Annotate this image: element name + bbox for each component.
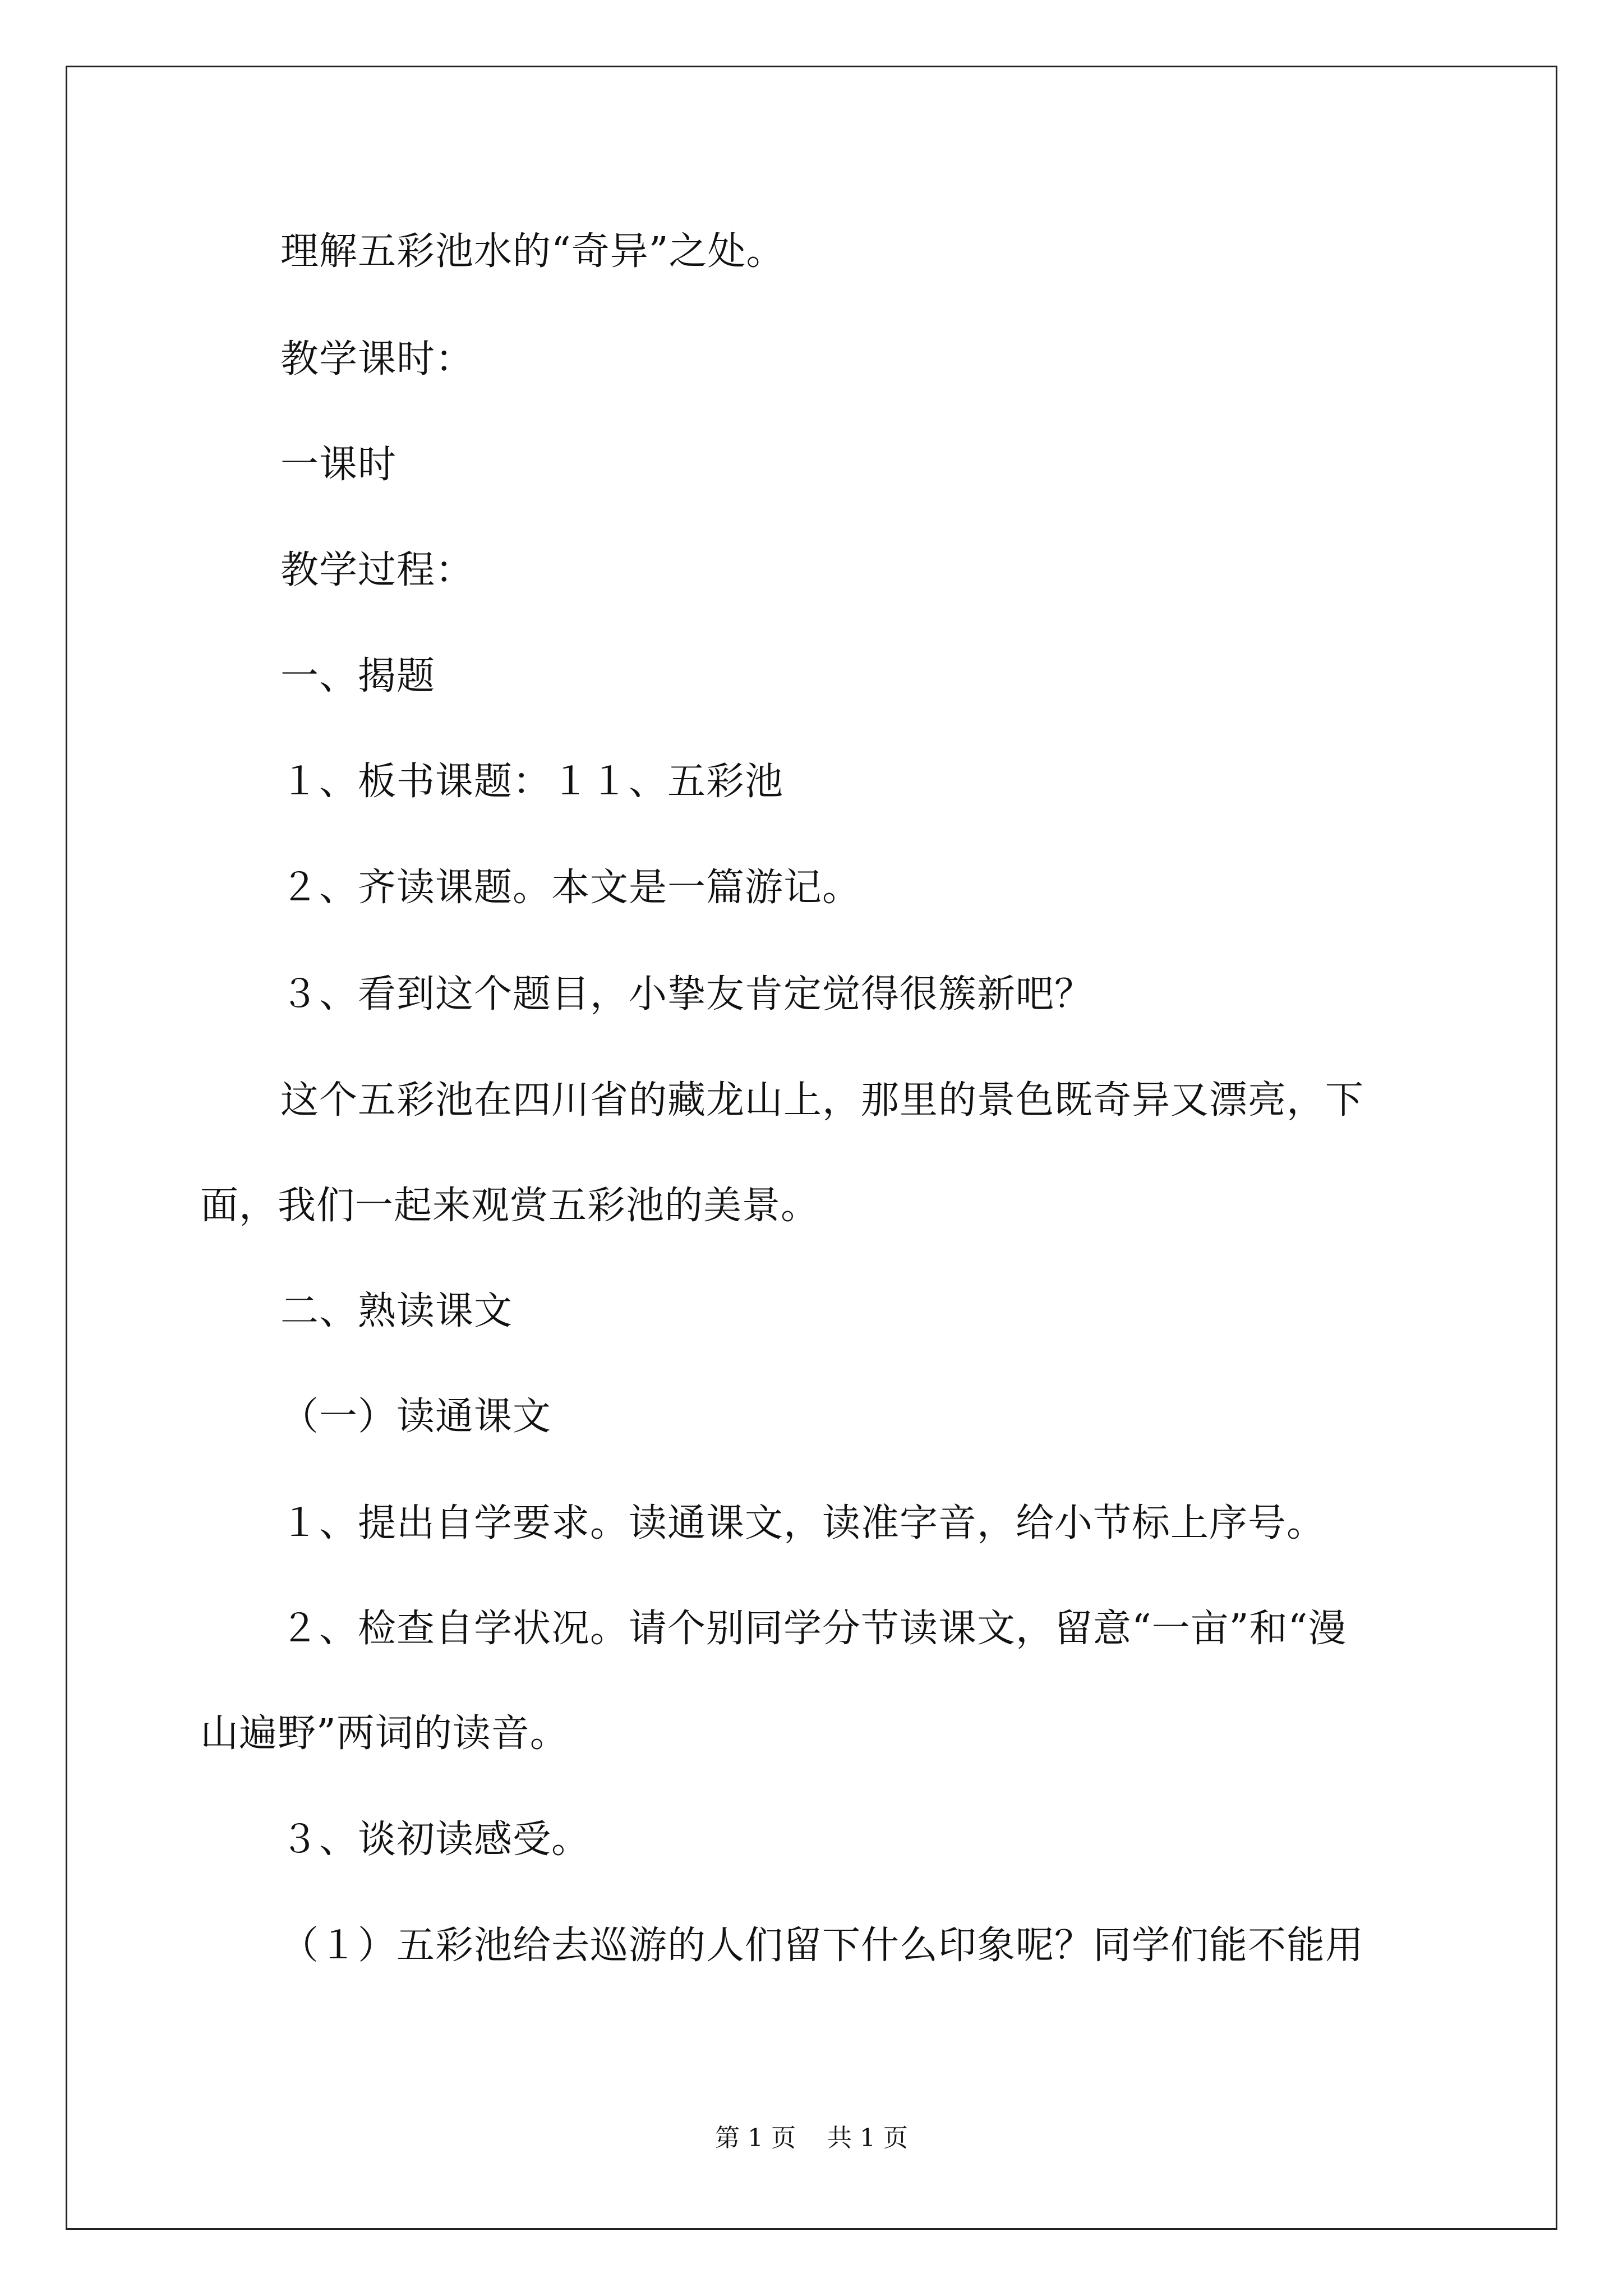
paragraph-15: 山遍野”两词的读音。: [200, 1711, 569, 1756]
paragraph-2: 教学课时：: [280, 337, 474, 381]
paragraph-10: 面，我们一起来观赏五彩池的美景。: [200, 1184, 820, 1228]
paragraph-3: 一课时: [280, 443, 397, 487]
paragraph-6: １、板书课题：１１、五彩池: [280, 760, 784, 804]
paragraph-16: ３、谈初读感受。: [280, 1818, 591, 1862]
paragraph-9: 这个五彩池在四川省的藏龙山上，那里的景色既奇异又漂亮，下: [280, 1078, 1364, 1122]
page-border: [66, 66, 1557, 2230]
page-footer: 第 1 页 共 1 页: [715, 2124, 908, 2152]
paragraph-8: ３、看到这个题目，小挚友肯定觉得很簇新吧？: [280, 972, 1094, 1016]
paragraph-13: １、提出自学要求。读通课文，读准字音，给小节标上序号。: [280, 1501, 1326, 1545]
paragraph-12: （一）读通课文: [280, 1395, 552, 1439]
paragraph-5: 一、揭题: [280, 654, 436, 698]
paragraph-14: ２、检查自学状况。请个别同学分节读课文，留意“一亩”和“漫: [280, 1607, 1347, 1651]
paragraph-7: ２、齐读课题。本文是一篇游记。: [280, 866, 861, 910]
paragraph-17: （１）五彩池给去巡游的人们留下什么印象呢？同学们能不能用: [280, 1924, 1364, 1968]
paragraph-4: 教学过程：: [280, 548, 474, 592]
paragraph-1: 理解五彩池水的“奇异”之处。: [280, 229, 785, 274]
paragraph-11: 二、熟读课文: [280, 1289, 513, 1333]
